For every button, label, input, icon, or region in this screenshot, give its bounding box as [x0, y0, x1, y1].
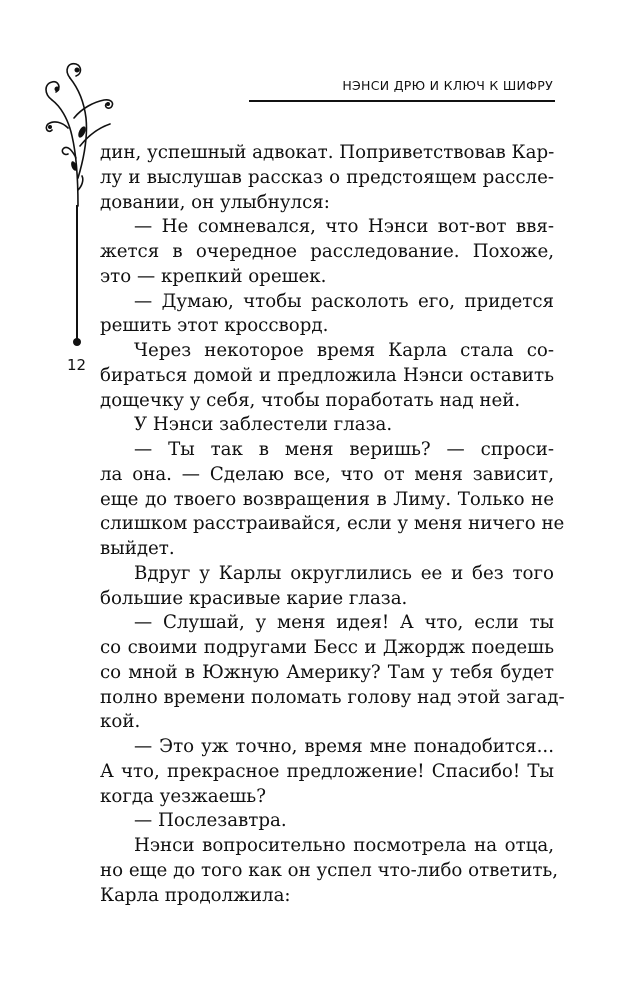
text-line: решить этот кроссворд.	[100, 315, 329, 337]
text-line: когда уезжаешь?	[100, 785, 266, 807]
text-line: У Нэнси заблестели глаза.	[134, 414, 393, 436]
text-line: выйдет.	[100, 538, 175, 559]
text-line: — Слушай, у меня идея! А что, если ты	[134, 612, 554, 634]
text-line: дин, успешный адвокат. Поприветствовав Кар-	[100, 142, 555, 163]
text-line: дощечку у себя, чтобы поработать над ней.	[100, 389, 521, 411]
text-line: — Думаю, чтобы расколоть его, придется	[134, 290, 554, 312]
text-line: — Ты так в меня веришь? — спроси-	[134, 439, 554, 460]
running-head-title: НЭНСИ ДРЮ И КЛЮЧ К ШИФРУ	[342, 78, 553, 93]
body-text	[100, 141, 565, 908]
side-rule	[76, 205, 78, 340]
text-line: ла она. — Сделаю все, что от меня зависит,	[100, 463, 554, 485]
side-rule-dot	[73, 338, 81, 346]
text-line: слишком расстраивайся, если у меня ничего не	[100, 513, 565, 535]
text-line: полно времени поломать голову над этой загад-	[100, 686, 565, 708]
text-line: лу и выслушав рассказ о предстоящем рассле-	[100, 166, 554, 188]
text-line: жется в очередное расследование. Похоже,	[100, 241, 554, 262]
text-line: Нэнси вопросительно посмотрела на отца,	[134, 835, 554, 856]
header-rule	[249, 100, 555, 102]
text-line: кой.	[100, 711, 141, 733]
text-line: Вдруг у Карлы округлились ее и без того	[134, 562, 554, 584]
text-line: — Это уж точно, время мне понадобится...	[134, 736, 554, 757]
text-line: но еще до того как он успел что-либо ответить,	[100, 859, 559, 881]
text-line: Через некоторое время Карла стала со-	[134, 340, 554, 361]
text-line: большие красивые карие глаза.	[100, 587, 408, 609]
text-line: Карла продолжила:	[100, 884, 291, 906]
text-line: еще до твоего возвращения в Лиму. Только не	[100, 488, 554, 510]
text-line: со своими подругами Бесс и Джордж поедешь	[100, 637, 554, 658]
text-line: бираться домой и предложила Нэнси оставить	[100, 364, 554, 386]
text-line: — Не сомневался, что Нэнси вот-вот ввя-	[134, 216, 554, 238]
text-line: — Послезавтра.	[134, 810, 287, 832]
text-line: довании, он улыбнулся:	[100, 191, 330, 213]
text-line: А что, прекрасное предложение! Спасибо! Ты	[100, 760, 554, 782]
text-line: это — крепкий орешек.	[100, 265, 327, 287]
page-number: 12	[67, 356, 87, 374]
text-line: со мной в Южную Америку? Там у тебя будет	[100, 661, 554, 683]
